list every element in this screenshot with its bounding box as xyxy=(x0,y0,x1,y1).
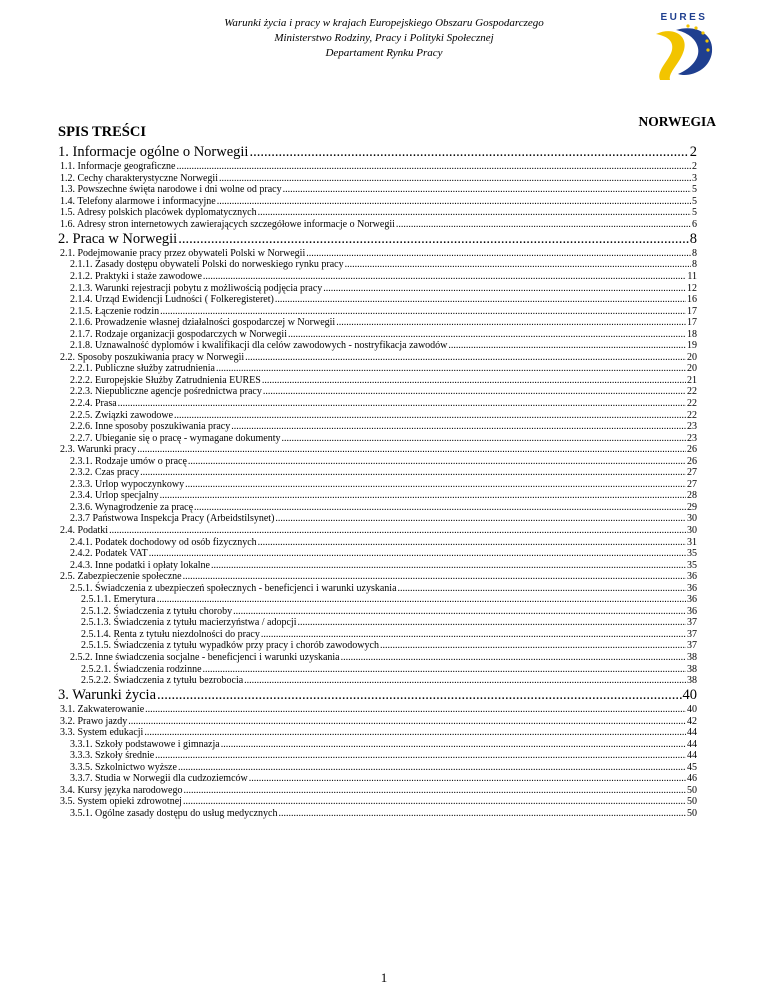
toc-dot-leader xyxy=(118,398,686,410)
toc-entry[interactable] xyxy=(58,363,697,375)
toc-entry[interactable] xyxy=(58,317,697,329)
toc-entry-title: 2.5. Zabezpieczenie społeczne xyxy=(60,571,182,583)
toc-entry[interactable] xyxy=(58,560,697,572)
toc-entry-title: 2.1.7. Rodzaje organizacji gospodarczych w Norwegii xyxy=(70,328,287,340)
toc-entry-page: 29 xyxy=(687,501,697,513)
toc-entry[interactable] xyxy=(58,571,697,583)
toc-dot-leader xyxy=(177,161,692,173)
toc-dot-leader xyxy=(183,785,686,797)
country-name: NORWEGIA xyxy=(638,114,716,129)
toc-entry[interactable] xyxy=(58,283,697,295)
toc-entry[interactable] xyxy=(58,675,697,687)
toc-dot-leader xyxy=(174,410,686,422)
toc-dot-leader xyxy=(244,675,686,687)
toc-entry[interactable] xyxy=(58,583,697,595)
toc-entry-title: 3.2. Prawo jazdy xyxy=(60,715,128,727)
toc-entry-page: 45 xyxy=(687,761,697,773)
toc-entry-title: 3.3.1. Szkoły podstawowe i gimnazja xyxy=(70,738,220,750)
toc-entry-title: 2.5.2.2. Świadczenia z tytułu bezrobocia xyxy=(81,675,244,687)
toc-entry-title: 2.3.4. Urlop specjalny xyxy=(70,490,159,502)
toc-entry-page: 12 xyxy=(687,282,697,294)
toc-entry-page: 11 xyxy=(687,270,697,282)
toc-dot-leader xyxy=(203,271,686,283)
toc-entry[interactable] xyxy=(58,525,697,537)
toc-entry[interactable] xyxy=(58,513,697,525)
toc-entry-page: 23 xyxy=(687,432,697,444)
toc-entry-page: 40 xyxy=(687,703,697,715)
toc-entry-title: 2.5.1.4. Renta z tytułu niezdolności do pracy xyxy=(81,628,260,640)
toc-dot-leader xyxy=(231,421,686,433)
toc-entry-title: 2.3.7 Państwowa Inspekcja Pracy (Arbeidstilsynet) xyxy=(70,513,275,525)
toc-dot-leader xyxy=(216,363,686,375)
toc-dot-leader xyxy=(263,386,686,398)
toc-entry[interactable] xyxy=(58,773,697,785)
toc-entry-page: 8 xyxy=(689,230,697,247)
toc-dot-leader xyxy=(140,467,686,479)
toc-entry-page: 35 xyxy=(687,559,697,571)
toc-dot-leader xyxy=(109,525,686,537)
toc-entry[interactable] xyxy=(58,629,697,641)
toc-entry-page: 18 xyxy=(687,328,697,340)
toc-entry-title: 2.5.2. Inne świadczenia socjalne - beneficjenci i warunki uzyskania xyxy=(70,652,340,664)
toc-dot-leader xyxy=(261,629,686,641)
toc-dot-leader xyxy=(178,231,689,248)
toc-dot-leader xyxy=(249,144,688,161)
toc-entry[interactable] xyxy=(58,652,697,664)
toc-entry-title: 2.2.6. Inne sposoby poszukiwania pracy xyxy=(70,421,231,433)
toc-entry[interactable] xyxy=(58,196,697,208)
toc-entry[interactable] xyxy=(58,433,697,445)
toc-entry-title: 3.5. System opieki zdrowotnej xyxy=(60,796,182,808)
toc-dot-leader xyxy=(341,652,686,664)
toc-entry-page: 27 xyxy=(687,467,697,479)
toc-entry-page: 36 xyxy=(687,582,697,594)
toc-entry-page: 26 xyxy=(687,455,697,467)
toc-entry[interactable] xyxy=(58,502,697,514)
toc-dot-leader xyxy=(211,560,686,572)
toc-entry-title: 2.4.1. Podatek dochodowy od osób fizycznych xyxy=(70,536,257,548)
toc-entry-page: 26 xyxy=(687,444,697,456)
toc-dot-leader xyxy=(128,716,686,728)
toc-entry-title: 2.1.3. Warunki rejestracji pobytu z możliwością podjęcia pracy xyxy=(70,282,323,294)
eures-logo-yellow-swoosh xyxy=(656,31,685,80)
toc-entry[interactable] xyxy=(58,606,697,618)
toc-entry[interactable] xyxy=(58,617,697,629)
toc-entry-page: 21 xyxy=(687,374,697,386)
toc-dot-leader xyxy=(194,502,686,514)
toc-entry-title: 3.4. Kursy języka narodowego xyxy=(60,784,183,796)
toc-entry[interactable] xyxy=(58,762,697,774)
toc-entry-title: 1.2. Cechy charakterystyczne Norwegii xyxy=(60,172,218,184)
toc-entry[interactable] xyxy=(58,340,697,352)
toc-entry-title: 2.2.5. Związki zawodowe xyxy=(70,409,174,421)
toc-dot-leader xyxy=(345,259,691,271)
header-line-3: Departament Rynku Pracy xyxy=(325,47,443,59)
table-of-contents xyxy=(58,144,697,819)
toc-entry[interactable] xyxy=(58,375,697,387)
toc-entry-page: 2 xyxy=(692,161,697,173)
toc-entry-page: 8 xyxy=(692,247,697,259)
toc-entry-page: 36 xyxy=(687,605,697,617)
toc-entry-page: 46 xyxy=(687,773,697,785)
toc-dot-leader xyxy=(160,306,686,318)
toc-dot-leader xyxy=(188,456,686,468)
toc-entry-page: 2 xyxy=(689,144,697,160)
toc-entry-title: 2.5.1.3. Świadczenia z tytułu macierzyństwa / adopcji xyxy=(81,617,297,629)
toc-entry-page: 50 xyxy=(687,784,697,796)
toc-dot-leader xyxy=(155,750,686,762)
toc-entry[interactable] xyxy=(58,664,697,676)
toc-dot-leader xyxy=(298,617,687,629)
toc-dot-leader xyxy=(221,739,686,751)
toc-entry-title: 2.1.6. Prowadzenie własnej działalności gospodarczej w Norwegii xyxy=(70,317,336,329)
toc-entry-title: 3.1. Zakwaterowanie xyxy=(60,703,145,715)
toc-entry-title: 2.1.4. Urząd Ewidencji Ludności ( Folkeregisteret) xyxy=(70,294,274,306)
toc-entry-page: 17 xyxy=(687,317,697,329)
toc-entry-page: 5 xyxy=(692,195,697,207)
toc-entry-title: 2.5.1.1. Emerytura xyxy=(81,594,156,606)
eures-logo xyxy=(652,10,716,82)
toc-dot-leader xyxy=(262,375,686,387)
toc-entry-title: 2.5.1.5. Świadczenia z tytułu wypadków przy pracy i chorób zawodowych xyxy=(81,640,379,652)
toc-entry-title: 2.1. Podejmowanie pracy przez obywateli Polski w Norwegii xyxy=(60,247,306,259)
toc-entry-title: 2.3. Warunki pracy xyxy=(60,444,137,456)
toc-dot-leader xyxy=(137,444,686,456)
toc-entry[interactable] xyxy=(58,467,697,479)
toc-entry-page: 22 xyxy=(687,409,697,421)
toc-entry-page: 36 xyxy=(687,594,697,606)
toc-entry-title: 1.3. Powszechne święta narodowe i dni wolne od pracy xyxy=(60,184,282,196)
toc-dot-leader xyxy=(245,352,686,364)
toc-entry[interactable] xyxy=(58,640,697,652)
toc-entry[interactable] xyxy=(58,410,697,422)
toc-entry[interactable] xyxy=(58,490,697,502)
toc-entry-page: 5 xyxy=(692,207,697,219)
toc-entry-title: 3.3.7. Studia w Norwegii dla cudzoziemców xyxy=(70,773,248,785)
toc-dot-leader xyxy=(275,513,686,525)
toc-entry[interactable] xyxy=(58,352,697,364)
toc-dot-leader xyxy=(149,548,686,560)
toc-entry-page: 38 xyxy=(687,675,697,687)
toc-entry[interactable] xyxy=(58,398,697,410)
toc-entry-title: 2.4.2. Podatek VAT xyxy=(70,548,148,560)
header-line-1: Warunki życia i pracy w krajach Europejskiego Obszaru Gospodarczego xyxy=(224,17,544,29)
toc-entry-page: 44 xyxy=(687,750,697,762)
toc-title: SPIS TREŚCI xyxy=(58,124,146,140)
toc-dot-leader xyxy=(203,664,686,676)
toc-entry[interactable] xyxy=(58,184,697,196)
toc-entry-page: 19 xyxy=(687,340,697,352)
toc-entry-page: 28 xyxy=(687,490,697,502)
toc-entry[interactable] xyxy=(58,144,697,161)
toc-entry-page: 5 xyxy=(692,184,697,196)
toc-entry-title: 1.4. Telefony alarmowe i informacyjne xyxy=(60,195,216,207)
toc-entry[interactable] xyxy=(58,207,697,219)
toc-entry-title: 3.3.3. Szkoły średnie xyxy=(70,750,155,762)
toc-entry[interactable] xyxy=(58,248,697,260)
toc-entry-page: 30 xyxy=(687,513,697,525)
toc-entry-page: 30 xyxy=(687,525,697,536)
toc-entry-page: 20 xyxy=(687,351,697,363)
toc-entry-title: 2.2.7. Ubieganie się o pracę - wymagane dokumenty xyxy=(70,432,281,444)
toc-entry[interactable] xyxy=(58,727,697,739)
toc-entry-page: 37 xyxy=(687,640,697,652)
toc-entry[interactable] xyxy=(58,808,697,820)
toc-entry-title: 2.3.3. Urlop wypoczynkowy xyxy=(70,478,185,490)
toc-dot-leader xyxy=(144,727,686,739)
toc-entry[interactable] xyxy=(58,271,697,283)
toc-entry-title: 2.5.1.2. Świadczenia z tytułu choroby xyxy=(81,605,233,617)
toc-entry-title: 2.3.1. Rodzaje umów o pracę xyxy=(70,455,187,467)
toc-entry[interactable] xyxy=(58,785,697,797)
toc-entry-title: 2.3.2. Czas pracy xyxy=(70,467,140,479)
toc-dot-leader xyxy=(185,479,686,491)
toc-dot-leader xyxy=(160,490,686,502)
toc-entry-title: 2. Praca w Norwegii xyxy=(58,230,178,247)
toc-entry-page: 27 xyxy=(687,478,697,490)
toc-entry-title: 2.2.3. Niepubliczne agencje pośrednictwa pracy xyxy=(70,386,262,398)
toc-dot-leader xyxy=(282,433,687,445)
toc-entry-page: 40 xyxy=(682,686,697,703)
toc-entry-title: 1. Informacje ogólne o Norwegii xyxy=(58,144,249,160)
toc-entry-title: 2.4. Podatki xyxy=(60,525,109,536)
toc-dot-leader xyxy=(219,173,691,185)
toc-entry-title: 3.3. System edukacji xyxy=(60,727,144,739)
toc-entry-title: 2.1.5. Łączenie rodzin xyxy=(70,305,160,317)
toc-entry-page: 44 xyxy=(687,738,697,750)
toc-entry[interactable] xyxy=(58,739,697,751)
toc-entry-title: 2.1.1. Zasady dostępu obywateli Polski do norweskiego rynku pracy xyxy=(70,259,344,271)
toc-entry[interactable] xyxy=(58,537,697,549)
toc-dot-leader xyxy=(323,283,686,295)
toc-dot-leader xyxy=(249,773,686,785)
toc-entry-title: 1.6. Adresy stron internetowych zawierających szczegółowe informacje o Norwegii xyxy=(60,219,395,231)
toc-entry-page: 44 xyxy=(687,727,697,739)
toc-entry[interactable] xyxy=(58,306,697,318)
toc-dot-leader xyxy=(288,329,686,341)
toc-entry-title: 2.1.2. Praktyki i staże zawodowe xyxy=(70,270,202,282)
toc-dot-leader xyxy=(233,606,686,618)
toc-entry[interactable] xyxy=(58,548,697,560)
toc-entry-page: 38 xyxy=(687,652,697,664)
toc-entry-title: 2.1.8. Uznawalność dyplomów i kwalifikacji dla celów zawodowych - nostryfikacja zawodów xyxy=(70,340,448,352)
toc-entry-title: 2.2.4. Prasa xyxy=(70,397,117,409)
toc-entry[interactable] xyxy=(58,444,697,456)
toc-entry-title: 2.5.2.1. Świadczenia rodzinne xyxy=(81,663,202,675)
toc-entry[interactable] xyxy=(58,716,697,728)
toc-entry[interactable] xyxy=(58,294,697,306)
toc-entry-page: 6 xyxy=(692,219,697,231)
toc-entry-page: 22 xyxy=(687,386,697,398)
toc-dot-leader xyxy=(178,762,686,774)
toc-dot-leader xyxy=(336,317,686,329)
toc-dot-leader xyxy=(217,196,691,208)
toc-dot-leader xyxy=(258,537,686,549)
toc-dot-leader xyxy=(278,808,686,820)
toc-entry[interactable] xyxy=(58,329,697,341)
toc-entry[interactable] xyxy=(58,456,697,468)
toc-entry-page: 22 xyxy=(687,397,697,409)
header-line-2: Ministerstwo Rodziny, Pracy i Polityki Społecznej xyxy=(274,32,494,44)
toc-entry-title: 2.2. Sposoby poszukiwania pracy w Norwegii xyxy=(60,351,245,363)
toc-dot-leader xyxy=(448,340,686,352)
toc-dot-leader xyxy=(306,248,691,260)
toc-dot-leader xyxy=(283,184,691,196)
toc-entry[interactable] xyxy=(58,386,697,398)
toc-dot-leader xyxy=(396,219,691,231)
toc-entry-page: 8 xyxy=(692,259,697,271)
toc-entry-page: 23 xyxy=(687,421,697,433)
toc-entry[interactable] xyxy=(58,173,697,185)
toc-dot-leader xyxy=(380,640,686,652)
toc-entry-page: 3 xyxy=(692,172,697,184)
toc-entry-title: 2.2.2. Europejskie Służby Zatrudnienia EURES xyxy=(70,374,261,386)
toc-entry-page: 20 xyxy=(687,363,697,375)
toc-entry[interactable] xyxy=(58,594,697,606)
toc-entry-page: 37 xyxy=(687,628,697,640)
toc-entry-page: 37 xyxy=(687,617,697,629)
toc-entry-title: 2.2.1. Publiczne służby zatrudnienia xyxy=(70,363,215,375)
toc-entry-page: 16 xyxy=(687,294,697,306)
toc-entry[interactable] xyxy=(58,479,697,491)
toc-dot-leader xyxy=(157,687,681,704)
toc-dot-leader xyxy=(145,704,686,716)
toc-entry[interactable] xyxy=(58,750,697,762)
toc-entry[interactable] xyxy=(58,687,697,704)
toc-entry[interactable] xyxy=(58,219,697,231)
toc-entry-page: 50 xyxy=(687,807,697,819)
toc-entry[interactable] xyxy=(58,259,697,271)
toc-entry-page: 38 xyxy=(687,663,697,675)
toc-entry-title: 2.5.1. Świadczenia z ubezpieczeń społecznych - beneficjenci i warunki uzyskania xyxy=(70,582,397,594)
toc-entry[interactable] xyxy=(58,796,697,808)
toc-dot-leader xyxy=(398,583,686,595)
toc-entry-title: 2.3.6. Wynagrodzenie za pracę xyxy=(70,501,194,513)
eures-logo-text: EURES xyxy=(660,12,708,23)
toc-entry[interactable] xyxy=(58,231,697,248)
toc-entry[interactable] xyxy=(58,704,697,716)
toc-entry-page: 35 xyxy=(687,548,697,560)
toc-entry-page: 50 xyxy=(687,796,697,808)
toc-dot-leader xyxy=(258,207,691,219)
toc-entry-title: 3.5.1. Ogólne zasady dostępu do usług medycznych xyxy=(70,807,278,819)
toc-entry-page: 42 xyxy=(687,715,697,727)
toc-entry-page: 36 xyxy=(687,571,697,583)
toc-entry[interactable] xyxy=(58,161,697,173)
toc-entry-title: 2.4.3. Inne podatki i opłaty lokalne xyxy=(70,559,210,571)
toc-dot-leader xyxy=(183,796,686,808)
toc-dot-leader xyxy=(183,571,686,583)
toc-entry[interactable] xyxy=(58,421,697,433)
toc-entry-page: 17 xyxy=(687,305,697,317)
toc-dot-leader xyxy=(275,294,686,306)
toc-entry-title: 3.3.5. Szkolnictwo wyższe xyxy=(70,761,177,773)
toc-entry-title: 1.5. Adresy polskich placówek dyplomatycznych xyxy=(60,207,257,219)
toc-entry-title: 3. Warunki życia xyxy=(58,686,157,703)
page-number: 1 xyxy=(380,970,388,985)
toc-entry-title: 1.1. Informacje geograficzne xyxy=(60,161,176,173)
toc-dot-leader xyxy=(157,594,686,606)
toc-entry-page: 31 xyxy=(687,536,697,548)
